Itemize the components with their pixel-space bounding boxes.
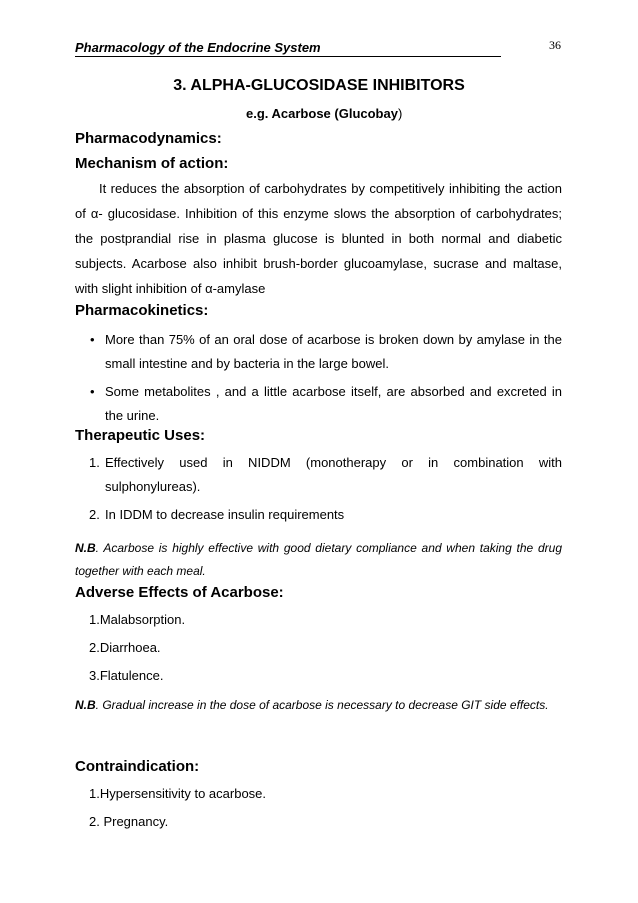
- bullet-icon: •: [90, 384, 95, 399]
- list-number: 1.: [89, 455, 100, 470]
- note-dietary: [75, 537, 562, 583]
- bullet-icon: •: [90, 332, 95, 347]
- drug-example-close: ): [397, 106, 403, 121]
- mechanism-heading: Mechanism of action:: [75, 155, 229, 172]
- section-title: 3. ALPHA-GLUCOSIDASE INHIBITORS: [173, 77, 465, 94]
- note-label: N.B: [75, 698, 96, 712]
- therapeutic-uses-heading: Therapeutic Uses:: [75, 427, 206, 444]
- drug-example-name: e.g. Acarbose (Glucobay: [246, 106, 398, 121]
- therapeutic-uses-list: [75, 451, 562, 531]
- list-item: 3.Flatulence.: [89, 668, 164, 683]
- running-header: [75, 38, 501, 57]
- list-item-text: In IDDM to decrease insulin requirements: [105, 507, 345, 522]
- list-item-text: More than 75% of an oral dose of acarbose is broken down by amylase in the small intestine and by bacteria in the large bowel.: [105, 332, 562, 371]
- list-item-text: Some metabolites , and a little acarbose itself, are absorbed and excreted in the urine.: [105, 384, 562, 423]
- mechanism-text: It reduces the absorption of carbohydrates by competitively inhibiting the action of α- glucosidase. Inhibition of this enzyme slows the absorption of carbohydrates; the postprandial rise in plasma glucose is blunted in both normal and diabetic subjects. Acarbose also inhibit brush-border glucoamylase, sucrase and maltase, with slight inhibition of α-amylase: [75, 181, 562, 296]
- contraindication-list: [89, 782, 266, 838]
- contraindication-heading: Contraindication:: [75, 758, 200, 775]
- drug-example: [246, 106, 402, 121]
- list-item: 1.Hypersensitivity to acarbose.: [89, 786, 267, 801]
- list-item: 1.Malabsorption.: [89, 612, 186, 627]
- list-item: [75, 503, 562, 527]
- adverse-effects-heading: Adverse Effects of Acarbose:: [75, 584, 284, 601]
- pharmacokinetics-list: [75, 328, 562, 432]
- header-title: Pharmacology of the Endocrine System: [75, 40, 321, 55]
- note-text: . Acarbose is highly effective with good dietary compliance and when taking the drug together with each meal.: [75, 541, 562, 578]
- list-item-text: Effectively used in NIDDM (monotherapy or in combination with sulphonylureas).: [105, 455, 562, 494]
- page-number: 36: [549, 38, 561, 52]
- list-item: [75, 328, 562, 376]
- list-item: 2.Diarrhoea.: [89, 640, 161, 655]
- list-item: [75, 380, 562, 428]
- note-dose: [75, 694, 562, 717]
- note-text: . Gradual increase in the dose of acarbose is necessary to decrease GIT side effects.: [95, 698, 549, 712]
- note-label: N.B: [75, 541, 96, 555]
- list-item: 2. Pregnancy.: [89, 814, 169, 829]
- adverse-effects-list: [89, 608, 185, 692]
- pharmacokinetics-heading: Pharmacokinetics:: [75, 302, 209, 319]
- pharmacodynamics-heading: Pharmacodynamics:: [75, 130, 222, 147]
- list-number: 2.: [89, 507, 100, 522]
- list-item: [75, 451, 562, 499]
